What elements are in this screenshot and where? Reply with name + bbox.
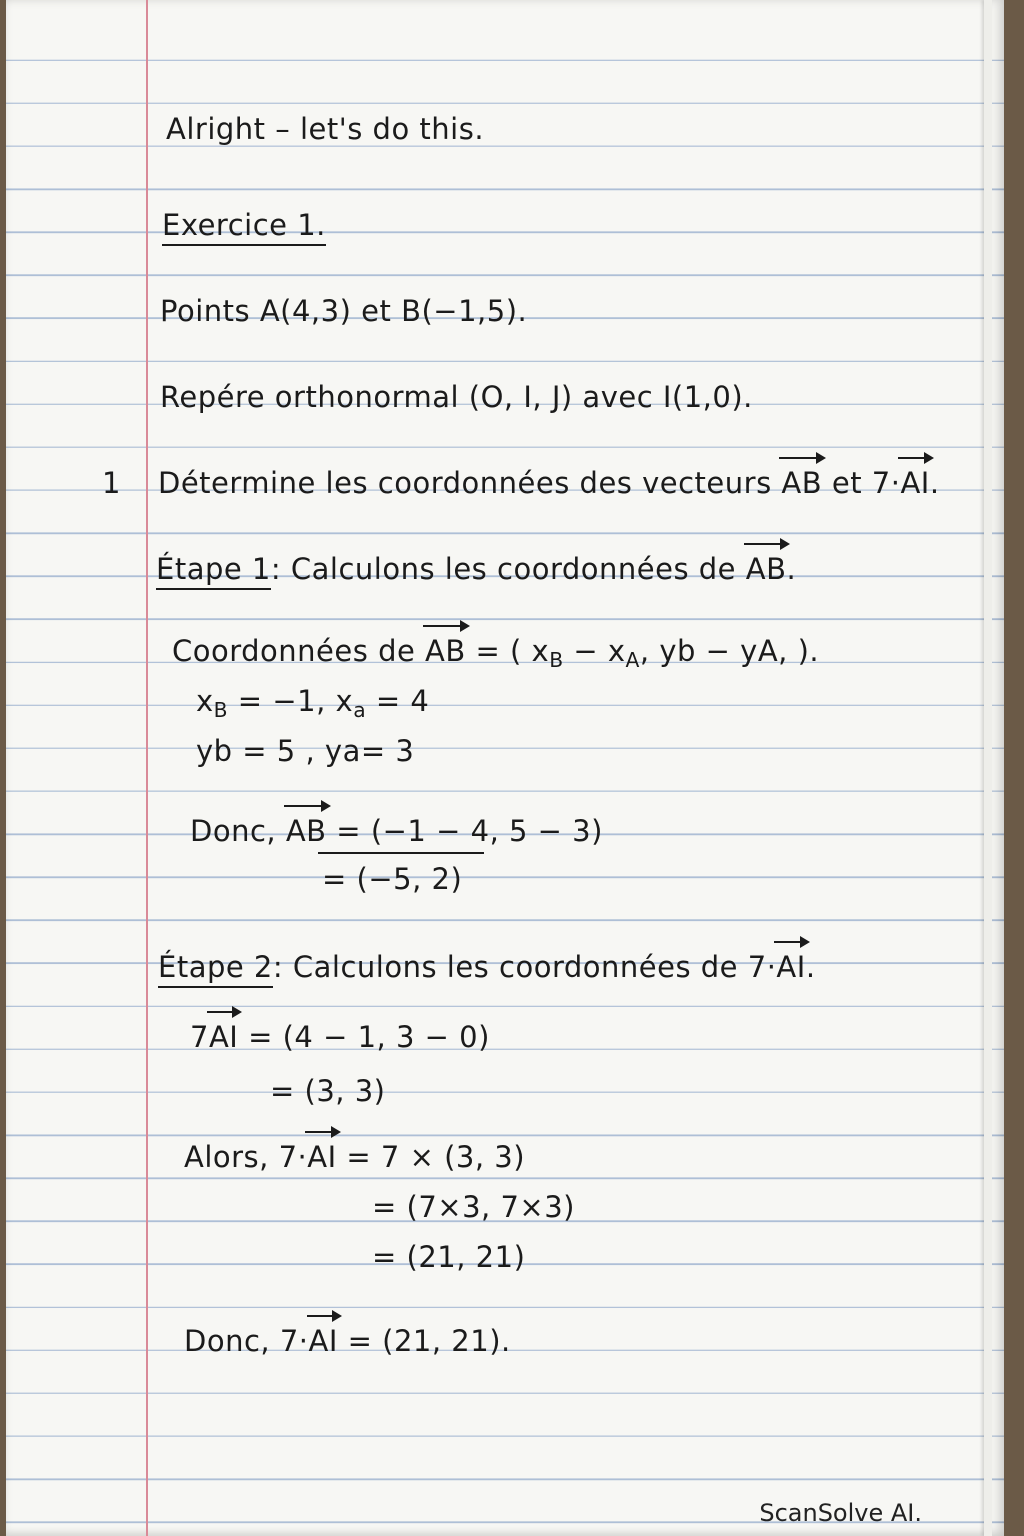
margin-line (146, 0, 148, 1536)
vector-arrow-icon (207, 1011, 240, 1013)
alors-line: Alors, 7· AI = 7 × (3, 3) (184, 1140, 525, 1174)
question-line: Détermine les coordonnées des vecteurs AB et 7· AI. (158, 466, 940, 500)
vector-arrow-icon (307, 1315, 340, 1317)
ai-result: = (3, 3) (270, 1074, 386, 1108)
vector-arrow-icon (779, 457, 824, 459)
scansolve-signature: ScanSolve AI. (759, 1499, 922, 1527)
vector-ab: AB (286, 814, 327, 848)
vector-arrow-icon (423, 625, 468, 627)
vector-arrow-icon (305, 1131, 338, 1133)
donc1-line: Donc, AB = (−1 − 4, 5 − 3) (190, 814, 603, 848)
vector-ai: AI (209, 1020, 238, 1054)
step1-heading: Étape 1: Calculons les coordonnées de AB. (156, 552, 796, 586)
step1-label: Étape 1 (156, 552, 271, 590)
intro-line: Alright – let's do this. (166, 112, 485, 146)
vector-ai: AI (309, 1324, 338, 1358)
exercise-title: Exercice 1. (162, 208, 326, 246)
step2-heading: Étape 2: Calculons les coordonnées de 7· AI. (158, 950, 816, 984)
vector-arrow-icon (898, 457, 931, 459)
x-values: $x_B = -1$, $x_a = 4$ (196, 684, 430, 723)
coord-formula: Coordonnées de AB = ( $x_B - x_A$, yb − yA, ). (172, 634, 819, 672)
alors-step2: = (7×3, 7×3) (372, 1190, 575, 1224)
donc1-result: = (−5, 2) (322, 862, 463, 896)
repere-line: Repére orthonormal (O, I, J) avec I(1,0). (160, 380, 753, 414)
vector-arrow-icon (744, 543, 789, 545)
vector-ai: AI (776, 950, 805, 984)
question-mid: et (822, 466, 872, 500)
question-text: Détermine les coordonnées des vecteurs (158, 466, 782, 500)
vector-arrow-icon (774, 941, 807, 943)
underline-mark (318, 852, 484, 854)
vector-arrow-icon (284, 805, 329, 807)
notebook-page (6, 0, 1004, 1536)
vector-ab: AB (781, 466, 822, 500)
points-line: Points A(4,3) et B(−1,5). (160, 294, 528, 328)
alors-step3: = (21, 21) (372, 1240, 526, 1274)
donc2-line: Donc, 7· AI = (21, 21). (184, 1324, 511, 1358)
scalar: 7· (871, 466, 901, 500)
vector-ab: AB (425, 634, 466, 668)
ai-line: 7 AI = (4 − 1, 3 − 0) (190, 1020, 490, 1054)
vector-ai: AI (900, 466, 929, 500)
y-values: yb = 5 , ya= 3 (196, 734, 415, 768)
question-number: 1 (102, 466, 121, 500)
vector-ai: AI (307, 1140, 336, 1174)
vector-ab: AB (746, 552, 787, 586)
page-edge (984, 0, 992, 1536)
step2-label: Étape 2 (158, 950, 273, 988)
